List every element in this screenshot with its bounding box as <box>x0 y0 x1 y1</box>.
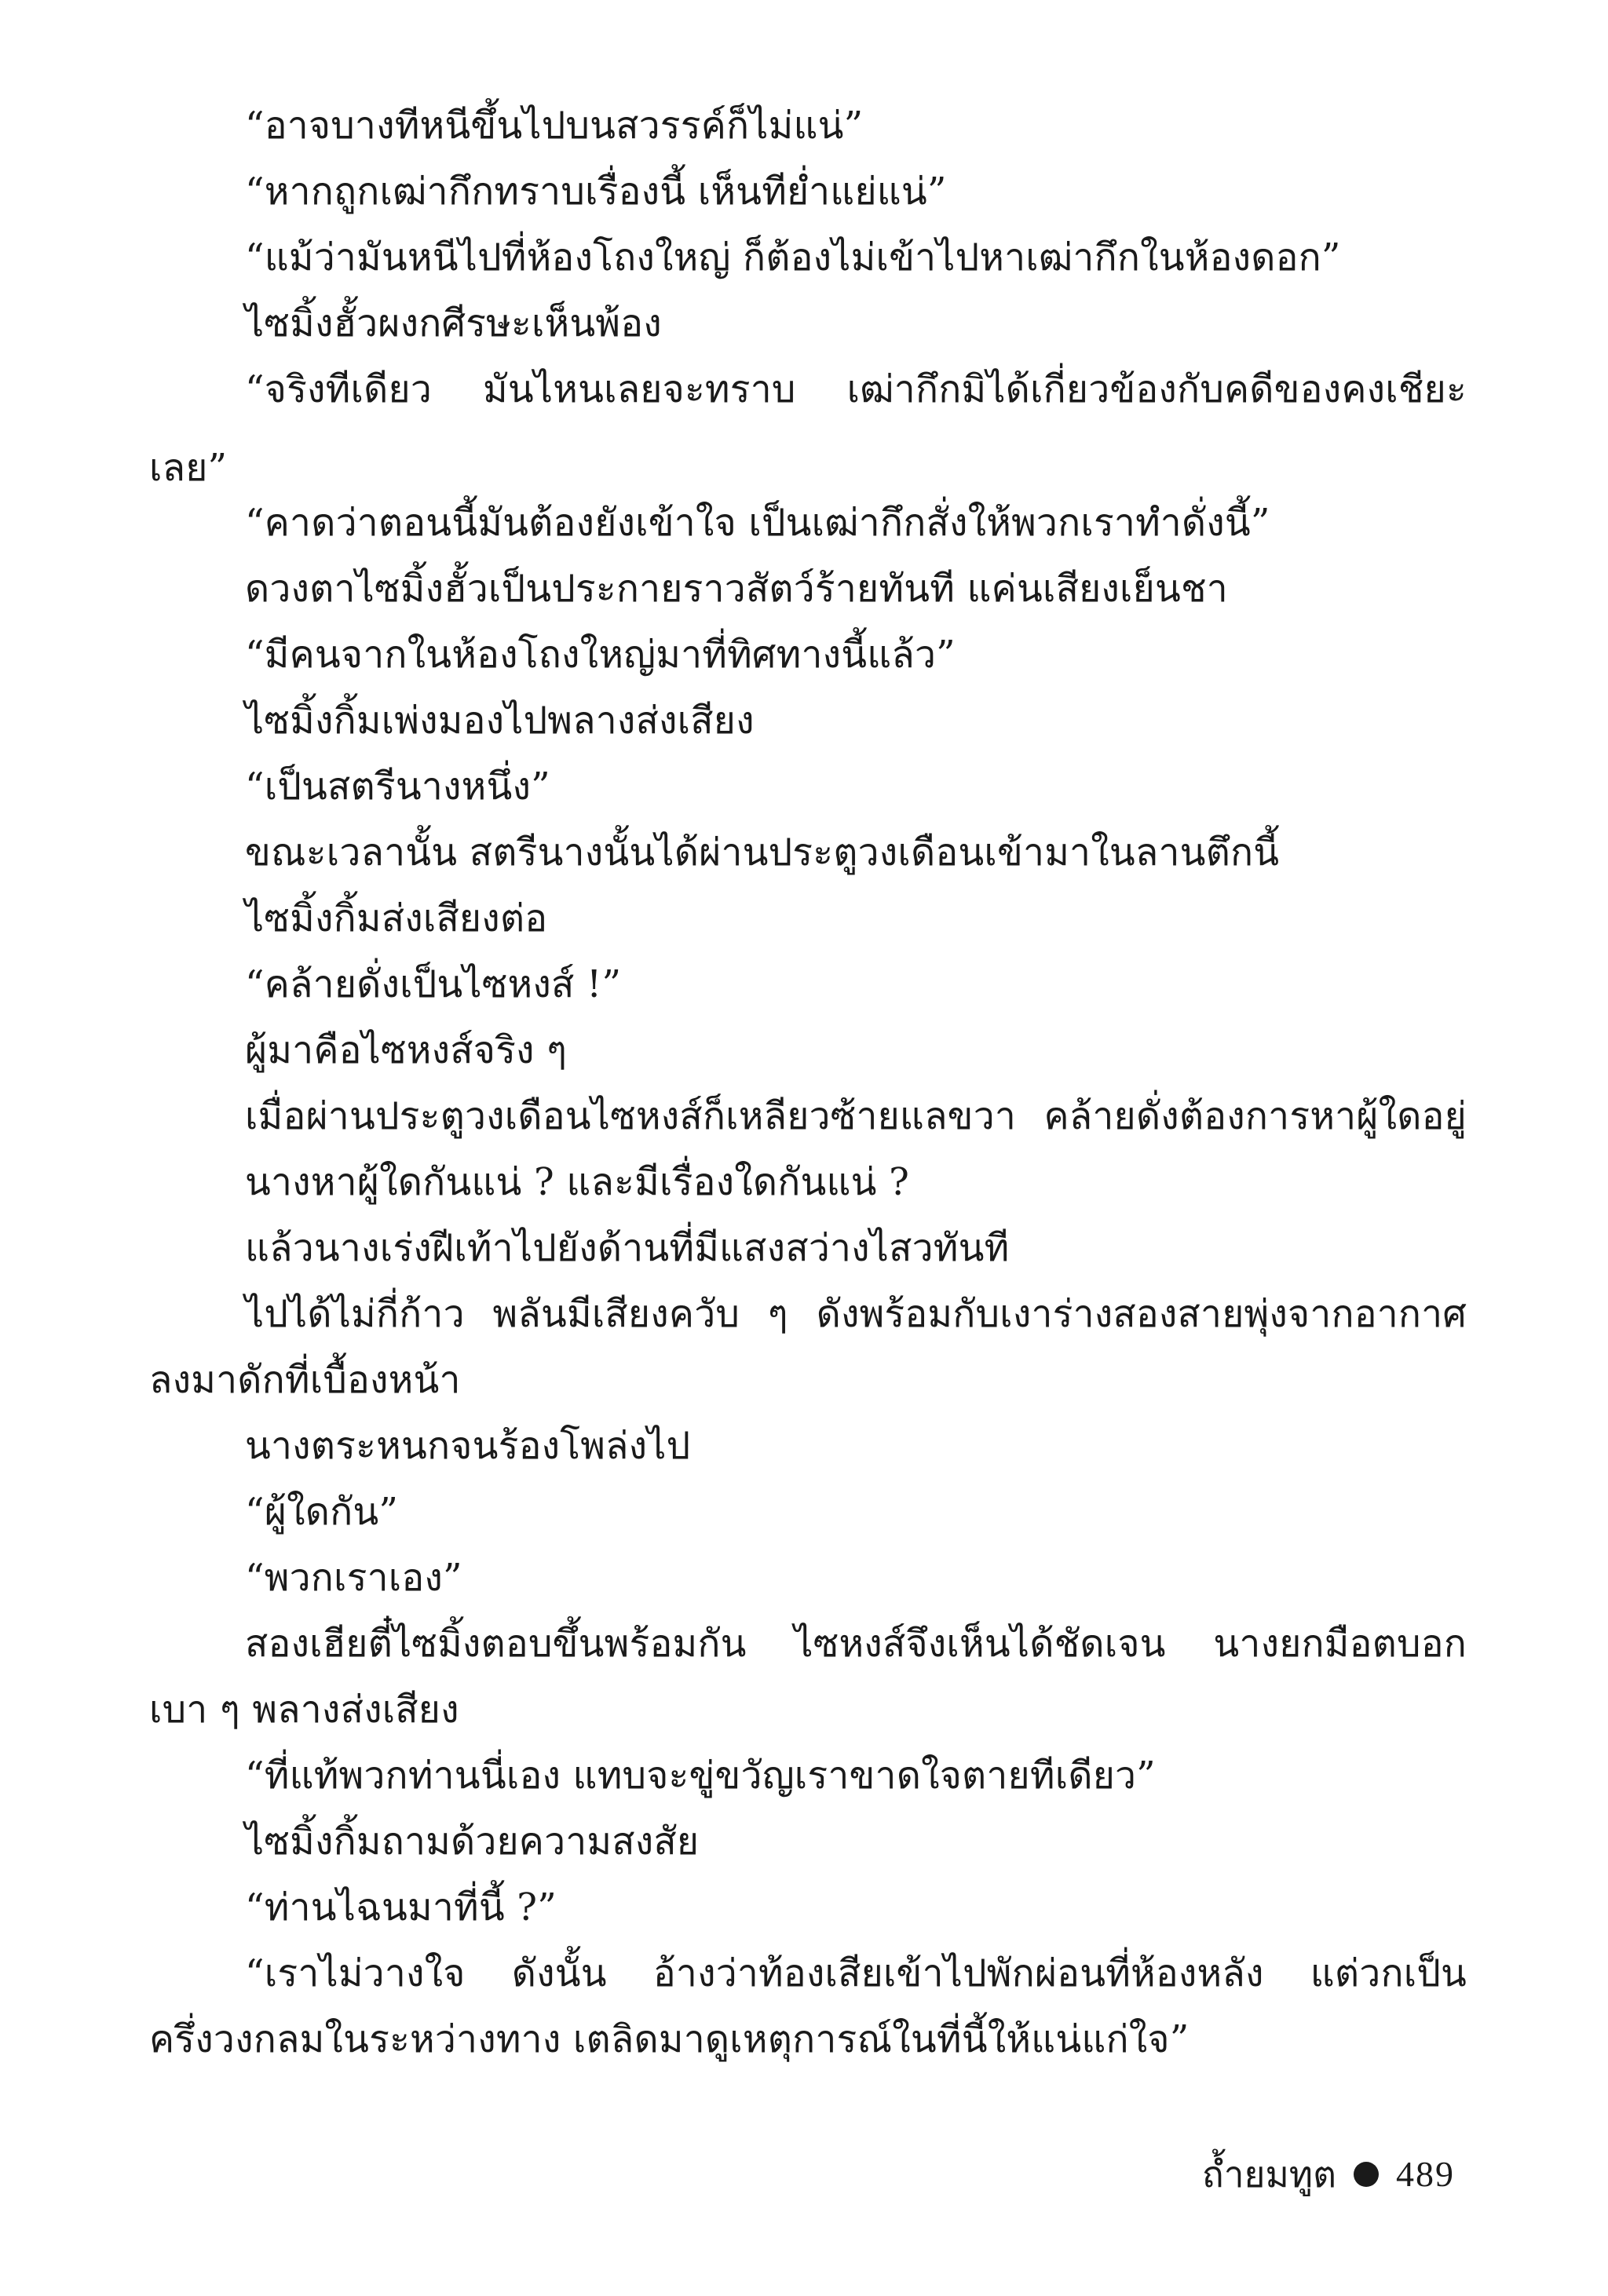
paragraph-line: ไซมิ้งกิ้มเพ่งมองไปพลางส่งเสียง <box>245 699 755 743</box>
paragraph-line: “คาดว่าตอนนี้มันต้องยังเข้าใจ เป็นเฒ่ากึกสั่งให้พวกเราทำดั่งนี้” <box>245 501 1270 545</box>
bullet-icon <box>1354 2162 1379 2187</box>
paragraph-line: นางตระหนกจนร้องโพล่งไป <box>245 1424 691 1468</box>
paragraph-line: เมื่อผ่านประตูวงเดือนไซหงส์ก็เหลียวซ้ายแลขวา คล้ายดั่งต้องการหาผู้ใดอยู่ <box>245 1094 1467 1138</box>
paragraph-line: “จริงทีเดียว มันไหนเลยจะทราบ เฒ่ากึกมิได้เกี่ยวข้องกับคดีของคงเชียะ <box>245 367 1467 411</box>
paragraph-line: “ท่านไฉนมาที่นี้ ?” <box>245 1885 557 1929</box>
page-footer <box>1202 2151 1455 2198</box>
paragraph-line: ครึ่งวงกลมในระหว่างทาง เตลิดมาดูเหตุการณ์ในที่นี้ให้แน่แก่ใจ” <box>149 2017 1190 2061</box>
paragraph-line: แล้วนางเร่งฝีเท้าไปยังด้านที่มีแสงสว่างไสวทันที <box>245 1226 1010 1270</box>
paragraph-line: “เป็นสตรีนางหนึ่ง” <box>245 765 550 809</box>
paragraph-line: ไปได้ไม่กี่ก้าว พลันมีเสียงควับ ๆ ดังพร้อมกับเงาร่างสองสายพุ่งจากอากาศ <box>245 1292 1467 1336</box>
paragraph-line: “คล้ายดั่งเป็นไซหงส์ !” <box>245 962 622 1006</box>
paragraph-line: ผู้มาคือไซหงส์จริง ๆ <box>245 1028 568 1072</box>
paragraph-line: “แม้ว่ามันหนีไปที่ห้องโถงใหญ่ ก็ต้องไม่เข้าไปหาเฒ่ากึกในห้องดอก” <box>245 235 1341 279</box>
paragraph-line: เลย” <box>149 446 228 490</box>
paragraph-line: สองเฮียตี๋ไซมิ้งตอบขึ้นพร้อมกัน ไซหงส์จึงเห็นได้ชัดเจน นางยกมือตบอก <box>245 1622 1467 1666</box>
paragraph-line: “อาจบางทีหนีขึ้นไปบนสวรรค์ก็ไม่แน่” <box>245 104 864 148</box>
paragraph-line: “เราไม่วางใจ ดังนั้น อ้างว่าท้องเสียเข้าไปพักผ่อนที่ห้องหลัง แต่วกเป็น <box>245 1951 1467 1995</box>
paragraph-line: ไซมิ้งกิ้มส่งเสียงต่อ <box>245 896 548 940</box>
paragraph-line: เบา ๆ พลางส่งเสียง <box>149 1688 459 1732</box>
paragraph-line: ไซมิ้งกิ้มถามด้วยความสงสัย <box>245 1820 700 1863</box>
paragraph-line: “มีคนจากในห้องโถงใหญ่มาที่ทิศทางนี้แล้ว” <box>245 633 956 677</box>
paragraph-line: “ที่แท้พวกท่านนี่เอง แทบจะขู่ขวัญเราขาดใจตายทีเดียว” <box>245 1754 1156 1798</box>
running-title: ถ้ำยมทูต <box>1201 2153 1336 2196</box>
page-number: 489 <box>1396 2154 1455 2194</box>
paragraph-line: ดวงตาไซมิ้งฮั้วเป็นประกายราวสัตว์ร้ายทันที แค่นเสียงเย็นชา <box>245 567 1228 611</box>
paragraph-line: นางหาผู้ใดกันแน่ ? และมีเรื่องใดกันแน่ ? <box>245 1160 910 1204</box>
paragraph-line: ขณะเวลานั้น สตรีนางนั้นได้ผ่านประตูวงเดือนเข้ามาในลานตึกนี้ <box>245 830 1280 874</box>
paragraph-line: “หากถูกเฒ่ากึกทราบเรื่องนี้ เห็นทีย่ำแย่แน่” <box>245 170 947 214</box>
paragraph-line: “ผู้ใดกัน” <box>245 1490 399 1534</box>
paragraph-line: ไซมิ้งฮั้วผงกศีรษะเห็นพ้อง <box>245 301 662 345</box>
paragraph-line: ลงมาดักที่เบื้องหน้า <box>149 1358 461 1402</box>
paragraph-line: “พวกเราเอง” <box>245 1556 462 1600</box>
